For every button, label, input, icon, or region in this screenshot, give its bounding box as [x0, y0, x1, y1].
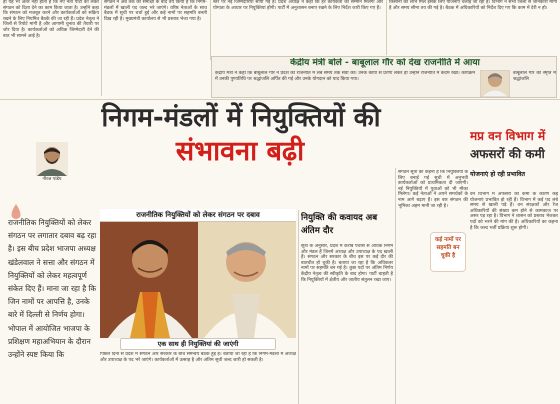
top-right-column: स्तर पर नई जिम्मेदारियां सौंपी गई हैं। प्रदेश अध्यक्ष ने कहा कि हर कार्यकर्ता को सम्मान मिलेगा और योग्यता के आधार पर नियुक्तियां होंगी। पार्टी में अनुशासन बनाए रखने के लिए निर्देश जारी किए गए हैं।	[213, 0, 383, 11]
forest-text: वन विभाग में अफसरों की कमी के कारण कई योजनाएं प्रभावित हो रही हैं। विभाग में कई पद लंबे समय से खाली पड़े हैं। वन संरक्षकों और रेंज अधिकारियों की संख्या कम होने से कामकाज पर असर पड़ रहा है। विभाग ने शासन को प्रस्ताव भेजकर पदों को भरने की मांग की है। अधिकारियों का कहना है कि जल्द भर्ती प्रक्रिया शुरू होगी।	[470, 192, 558, 231]
pull-quote: कई नामों पर सहमति बन चुकी है	[430, 232, 466, 272]
forest-headline-line1: मप्र वन विभाग में	[470, 129, 546, 143]
top-middle-column: संगठन ने अब तक की समीक्षा के बाद तय किया है कि निगम-मंडलों में खाली पद जल्द भरे जाएंगे। वरिष्ठ नेताओं के साथ बैठक में सूची पर चर्चा हुई और कई नामों पर सहमति बनती दिख रही है। मुख्यमंत्री कार्यालय से भी प्रस्ताव भेजा गया है।	[104, 0, 207, 22]
column-divider	[386, 0, 387, 55]
reporter-avatar	[36, 142, 68, 184]
minister-banner	[211, 56, 557, 98]
lead-story: राजनीतिक नियुक्तियों को लेकर संगठन पर लगातार दबाव बढ़ रहा है। इस बीच प्रदेश भाजपा अध्यक्ष खंडेलवाल ने सत्ता और संगठन में नियुक्तियों को लेकर महत्वपूर्ण संकेत दिए हैं। माना जा रहा है कि जिन नामों पर आपत्ति है, उनके बारे में दिल्ली से निर्णय होगा। भोपाल में आयोजित भाजपा के प्रशिक्षण महाअभियान के दौरान उन्होंने स्पष्ट किया कि	[8, 218, 97, 360]
right-story-col1: संगठन सूत्रों का कहना है कि नियुक्तियों के लिए बनाई गई सूची में अनुभवी कार्यकर्ताओं को प्राथमिकता दी जाएगी। नई नियुक्तियों में युवाओं को भी मौका मिलेगा। कई नेताओं ने अपने समर्थकों के नाम आगे बढ़ाए हैं। इस बार संगठन की भूमिका अहम मानी जा रही है।	[398, 170, 468, 209]
column-divider	[101, 0, 102, 96]
photo-caption: एक साथ ही नियुक्तियां की जाएंगी	[120, 338, 276, 350]
main-headline-line2: संभावना बढ़ी	[175, 136, 305, 167]
top-left-column: हो यह भी अंतर नहीं होता है कि नए नेता पार्टी को लेकर संगठन को दिशा देने का काम किया जाता है। उन्होंने कहा कि संगठन को मजबूत करने और कार्यकर्ताओं को सक्रिय रखने के लिए नियमित बैठकें की जा रही हैं। प्रदेश नेतृत्व ने जिलों से रिपोर्ट मांगी है और आगामी चुनाव की तैयारी पर जोर दिया है। कार्यकर्ताओं को अधिक जिम्मेदारी देने की बात भी सामने आई है।	[3, 0, 99, 39]
under-photo-text: पिछले दिनों से प्रदेश में संगठन और सरकार के बीच समन्वय बैठकें हुई हैं। बताया जा रहा है कि निगम-मंडलों में अध्यक्ष और उपाध्यक्ष के पद भरे जाएंगे। कार्यकर्ताओं में उत्साह है और अंतिम सूची जल्द जारी हो सकती है।	[100, 352, 296, 363]
photo-section-header: राजनीतिक नियुक्तियों को लेकर संगठन पर दबाव	[100, 209, 296, 222]
column-divider	[298, 210, 299, 404]
forest-subhead: योजनाएं हो रही प्रभावित	[470, 171, 526, 178]
minister-photo	[480, 70, 510, 97]
top-far-right-column: किसानों को लाभ मिले इसके लिए योजनाएं चलाई जा रही हैं। विभाग ने सभी जिलों से जानकारी मांगी है और समय सीमा तय की गई है। बैठक में अधिकारियों को निर्देश दिए गए कि काम में देरी न हो।	[389, 0, 557, 11]
main-headline-line1: निगम-मंडलों में नियुक्तियों की	[101, 103, 381, 133]
leaders-photo	[100, 222, 296, 338]
column-divider	[210, 0, 211, 60]
column-divider	[395, 168, 396, 404]
reporter-name: नीरज पांडेय	[42, 177, 62, 182]
final-stage-text: सूत्रों के अनुसार, प्रदेश में करीब पचास से अधिक निगम और मंडल हैं जिनमें अध्यक्ष और उपाध्यक्ष के पद खाली हैं। संगठन और सरकार के बीच इस पर कई दौर की बातचीत हो चुकी है। बताया जा रहा है कि अधिकतर नामों पर सहमति बन गई है। कुछ पदों पर अंतिम निर्णय केंद्रीय नेतृत्व की स्वीकृति के बाद होगा। पार्टी चाहती है कि नियुक्तियों में क्षेत्रीय और जातीय संतुलन रखा जाए।	[301, 244, 393, 283]
final-stage-headline: नियुक्ति की कवायद अब अंतिम दौर	[301, 213, 378, 236]
forest-headline-line2: अफसरों की कमी	[470, 147, 545, 161]
minister-banner-body: केंद्रीय मंत्री ने कहा कि बाबूलाल गौर ने प्रदेश की राजनीति में लंबे समय तक सेवा की। उनके कार्यों से प्रेरणा लेकर ही उन्होंने राजनीति में कदम रखा। कार्यक्रम में उनकी पुण्यतिथि पर श्रद्धांजलि अर्पित की गई और उनके योगदान को याद किया गया।	[215, 71, 475, 82]
minister-banner-body-cont: बाबूलाल गौर की स्मृति में श्रद्धांजलि	[513, 71, 556, 82]
minister-banner-headline: केंद्रीय मंत्री बोले - बाबूलाल गौर को देख राजनीति में आया	[290, 58, 480, 68]
